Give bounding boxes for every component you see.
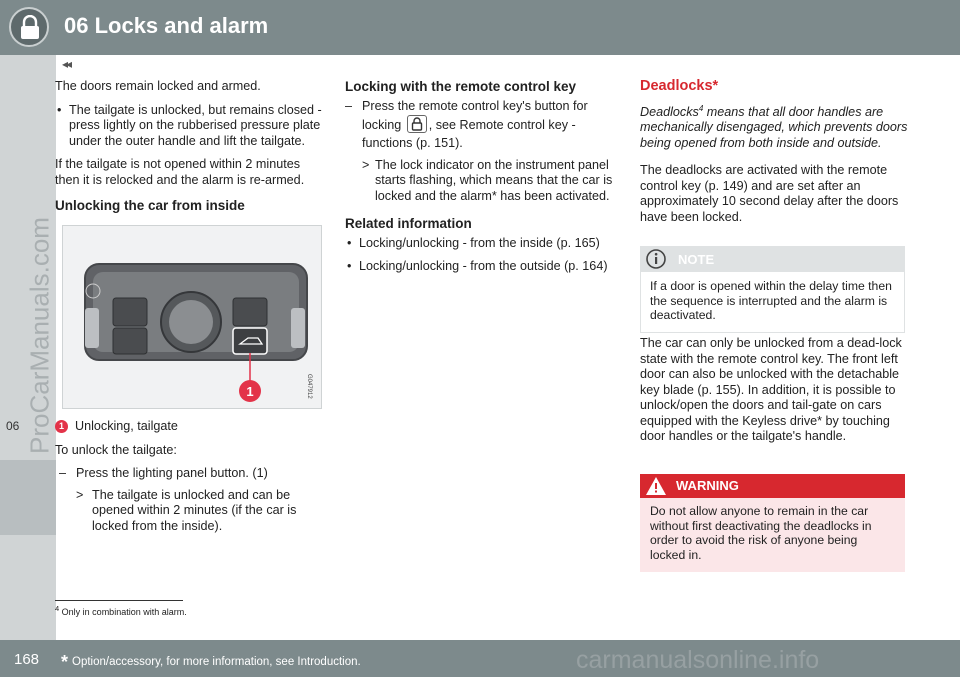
column-1-lower (55, 419, 325, 540)
paragraph: If the tailgate is not opened within 2 minutes then it is relocked and the alarm is re-armed. (55, 157, 305, 187)
warning-icon (645, 476, 667, 496)
list-item: – Press the remote control key's button for locking , see Remote control key - functions (p. 151). (345, 98, 588, 150)
warning-label: WARNING (676, 478, 739, 493)
intro-text: The doors remain locked and armed. (55, 79, 261, 93)
footnote-divider (55, 600, 183, 601)
column-1 (55, 79, 325, 218)
list-item: > The lock indicator on the instrument panel starts flashing, which means that the car is locked and the alarm* has been activated. (362, 157, 613, 203)
note-text: If a door is opened within the delay time then the sequence is interrupted and the alarm is deactivated. (640, 272, 905, 333)
warning-text: Do not allow anyone to remain in the car without first deactivating the deadlocks in order to avoid the risk of anyone being locked in. (640, 498, 905, 572)
back-arrows-icon[interactable]: ◂◂ (62, 57, 71, 71)
paragraph: The deadlocks are activated with the remote control key (p. 149) and are set after an approximately 10 second delay after the doors have been locked. (640, 163, 899, 224)
note-label: NOTE (678, 252, 715, 267)
list-item: – Press the lighting panel button. (1) (59, 466, 268, 480)
image-callout: 1 (246, 384, 254, 399)
paragraph: The car can only be unlocked from a dead-lock state with the remote control key. The front left door can also be unlocked with the detachable key blade (p. 155). In addition, it is possible to unlock/open the doors and tail-gate on cars equipped with the Keyless drive* by touching door handles or the tailgate's handle. (640, 336, 902, 443)
footnote: $^4$ Only in combination with alarm. (55, 604, 187, 617)
section-heading: Unlocking the car from inside (55, 198, 245, 213)
caption-number-badge: 1 (55, 420, 68, 433)
lighting-panel-image (62, 225, 322, 409)
chapter-title: 06 Locks and alarm (64, 13, 269, 38)
column-2 (345, 79, 615, 283)
warning-box (640, 474, 905, 572)
column-3 (640, 79, 908, 233)
footer-note: * Option/accessory, for more information, see Introduction. (61, 652, 361, 672)
list-item: • The tailgate is unlocked, but remains closed - press lightly on the rubberised pressure plate under the outer handle and lift the tailgate. (57, 102, 322, 148)
related-link[interactable]: • Locking/unlocking - from the inside (p. 165) (347, 235, 600, 250)
lock-icon (407, 115, 427, 133)
info-icon (645, 248, 667, 270)
related-link[interactable]: • Locking/unlocking - from the outside (p. 164) (347, 259, 608, 273)
section-heading: Deadlocks* (640, 78, 719, 94)
page-number: 168 (14, 651, 40, 668)
side-watermark: ProCarManuals.com (24, 217, 55, 454)
page-header (0, 0, 960, 55)
section-heading: Related information (345, 216, 472, 231)
section-heading: Locking with the remote control key (345, 79, 577, 94)
lock-icon (9, 7, 49, 47)
note-box (640, 246, 905, 333)
image-caption: Unlocking, tailgate (75, 419, 178, 433)
column-3-middle (640, 336, 910, 453)
paragraph: To unlock the tailgate: (55, 442, 177, 457)
italic-paragraph: Deadlocks$^4$ means that all door handles are mechanically disengaged, which prevents doors being opened from both inside and outside. (640, 103, 908, 150)
list-item: > The tailgate is unlocked and can be opened within 2 minutes (if the car is locked from the inside). (76, 487, 297, 533)
image-code: G047912 (306, 374, 312, 399)
chapter-number: 06 (6, 419, 20, 433)
footer-watermark: carmanualsonline.info (576, 646, 820, 674)
